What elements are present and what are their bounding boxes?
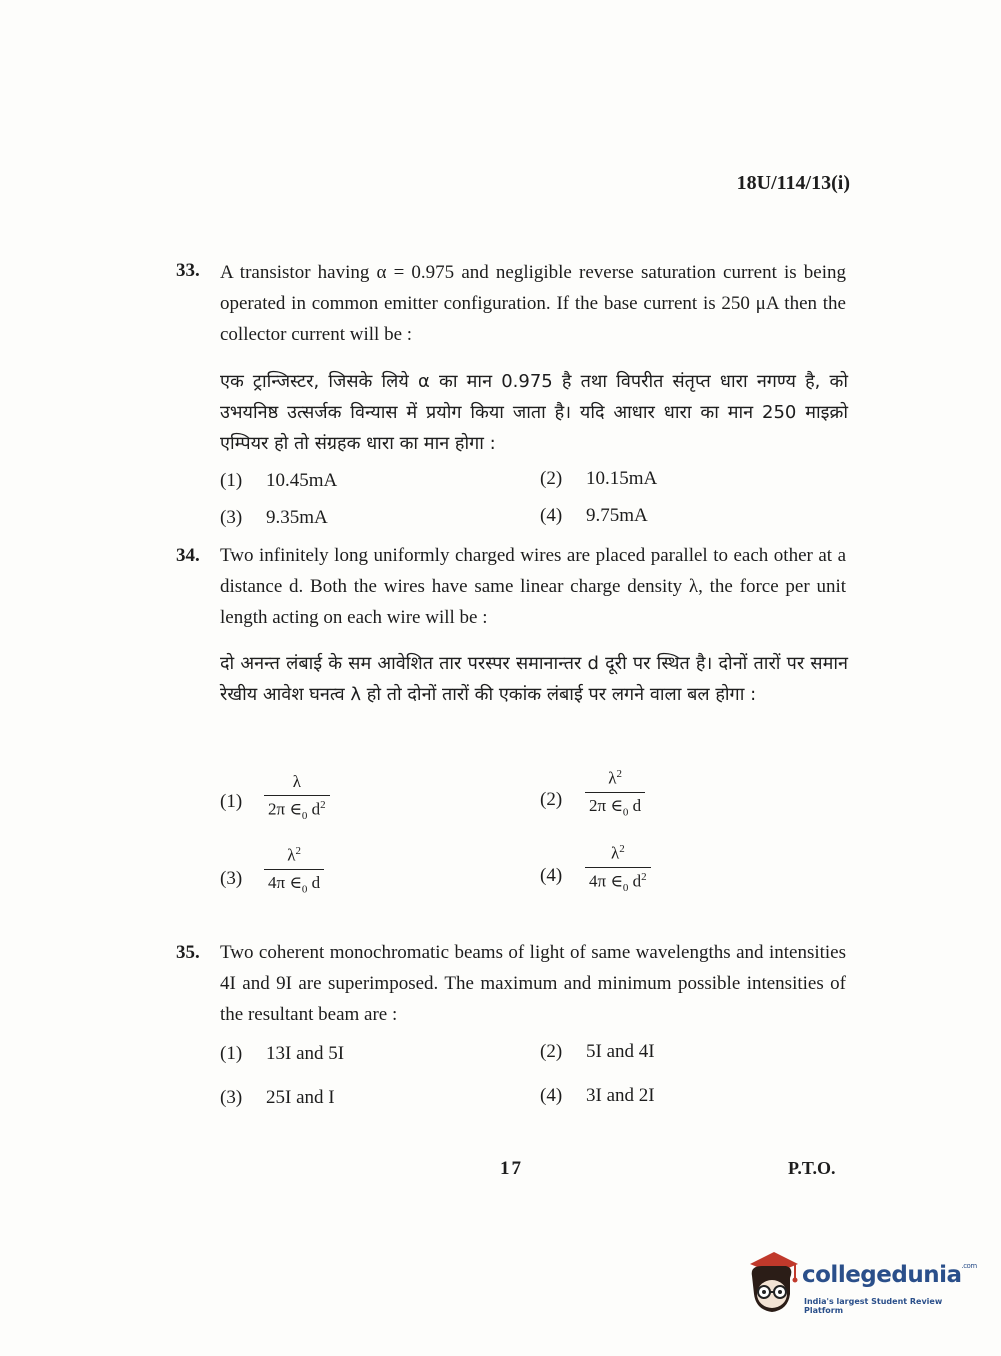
logo-tagline: India's largest Student Review Platform (804, 1297, 943, 1315)
question-34-option-2-fraction (585, 768, 645, 818)
option-text: 13I and 5I (266, 1043, 345, 1064)
denominator-a: 4π ∈ (268, 872, 302, 892)
numerator: λ (287, 845, 296, 865)
page-number: 17 (500, 1158, 523, 1179)
numerator-sup: 2 (619, 843, 625, 855)
question-33-hindi: एक ट्रान्जिस्टर, जिसके लिये α का मान 0.975 है तथा विपरीत संतृप्त धारा नगण्य है, को उभयनिष्ठ उत्सर्जक विन्यास में प्रयोग किया जाता है। यदि आधार धारा का मान 250 माइक्रो एम्पियर हो तो संग्रहक धारा का मान होगा : (220, 371, 848, 454)
option-number: (1) (220, 470, 243, 491)
option-text: 9.35mA (266, 507, 328, 528)
option-number: (4) (540, 505, 563, 526)
question-33-number: 33. (176, 260, 200, 281)
question-34-option-3-fraction (264, 845, 324, 895)
logo-wordmark: collegedunia$^{.com}$ (802, 1262, 977, 1288)
question-35-option-3 (220, 1087, 335, 1109)
denominator-b: d (628, 871, 642, 891)
question-33-option-4 (540, 505, 648, 527)
question-34-option-4-fraction (585, 843, 651, 894)
denominator-a: 2π ∈ (589, 795, 623, 815)
question-35-option-4 (540, 1085, 655, 1107)
denominator-sub: 0 (622, 806, 629, 819)
question-33-option-2 (540, 468, 657, 490)
collegedunia-logo[interactable] (742, 1248, 977, 1320)
question-35-option-1 (220, 1043, 344, 1065)
numerator-sup: 2 (295, 845, 301, 857)
denominator-b: d (307, 799, 321, 819)
option-text: 10.45mA (266, 470, 338, 491)
option-number: (3) (220, 507, 243, 528)
option-number: (3) (220, 1087, 243, 1108)
option-text: 9.75mA (586, 505, 648, 526)
question-34-option-1-fraction (264, 772, 330, 822)
question-34-number: 34. (176, 545, 200, 566)
denominator-sup: 2 (320, 799, 326, 811)
question-34-option-2-number: (2) (540, 789, 563, 810)
denominator-sub: 0 (301, 810, 308, 823)
denominator-sub: 0 (301, 883, 308, 896)
option-text: 5I and 4I (586, 1041, 655, 1062)
question-35-number: 35. (176, 942, 200, 963)
paper-code: 18U/114/13(i) (736, 172, 850, 194)
question-34-option-4-number: (4) (540, 865, 563, 886)
denominator-sub: 0 (622, 881, 629, 894)
denominator-sup: 2 (641, 870, 647, 883)
question-33-option-1 (220, 470, 337, 492)
question-35-option-2 (540, 1041, 655, 1063)
denominator-a: 2π ∈ (268, 799, 302, 819)
question-34-option-3-number: (3) (220, 868, 243, 889)
logo-suffix: .com (961, 1262, 977, 1270)
numerator: λ (610, 843, 620, 863)
option-number: (4) (540, 1085, 563, 1106)
denominator-b: d (307, 872, 321, 892)
mascot-icon (742, 1248, 802, 1320)
question-34-hindi: दो अनन्त लंबाई के सम आवेशित तार परस्पर समानान्तर d दूरी पर स्थित है। दोनों तारों पर समान रेखीय आवेश घनत्व λ हो तो दोनों तारों की एकांक लंबाई पर लगने वाला बल होगा : (220, 653, 848, 705)
option-text: 3I and 2I (586, 1085, 655, 1106)
numerator: λ (292, 772, 301, 791)
numerator: λ (608, 768, 617, 788)
denominator-b: d (628, 795, 642, 815)
question-33-english: A transistor having α = 0.975 and negligible reverse saturation current is being operated in common emitter configuration. If the base current is 250 μA then the collector current will be : (220, 262, 846, 345)
option-number: (2) (540, 468, 563, 489)
numerator-sup: 2 (616, 768, 622, 780)
pto-label: P.T.O. (788, 1158, 836, 1178)
question-33-option-3 (220, 507, 328, 529)
option-number: (2) (540, 1041, 563, 1062)
option-text: 25I and I (266, 1087, 335, 1108)
denominator-a: 4π ∈ (589, 871, 623, 891)
question-34-english: Two infinitely long uniformly charged wires are placed parallel to each other at a distance d. Both the wires have same linear charge density λ, the force per unit length acting on each wire will be : (220, 545, 846, 628)
option-text: 10.15mA (586, 468, 658, 489)
option-number: (1) (220, 1043, 243, 1064)
question-35-english: Two coherent monochromatic beams of light of same wavelengths and intensities 4I and 9I are superimposed. The maximum and minimum possible intensities of the resultant beam are : (220, 942, 846, 1025)
question-34-option-1-number: (1) (220, 791, 243, 812)
